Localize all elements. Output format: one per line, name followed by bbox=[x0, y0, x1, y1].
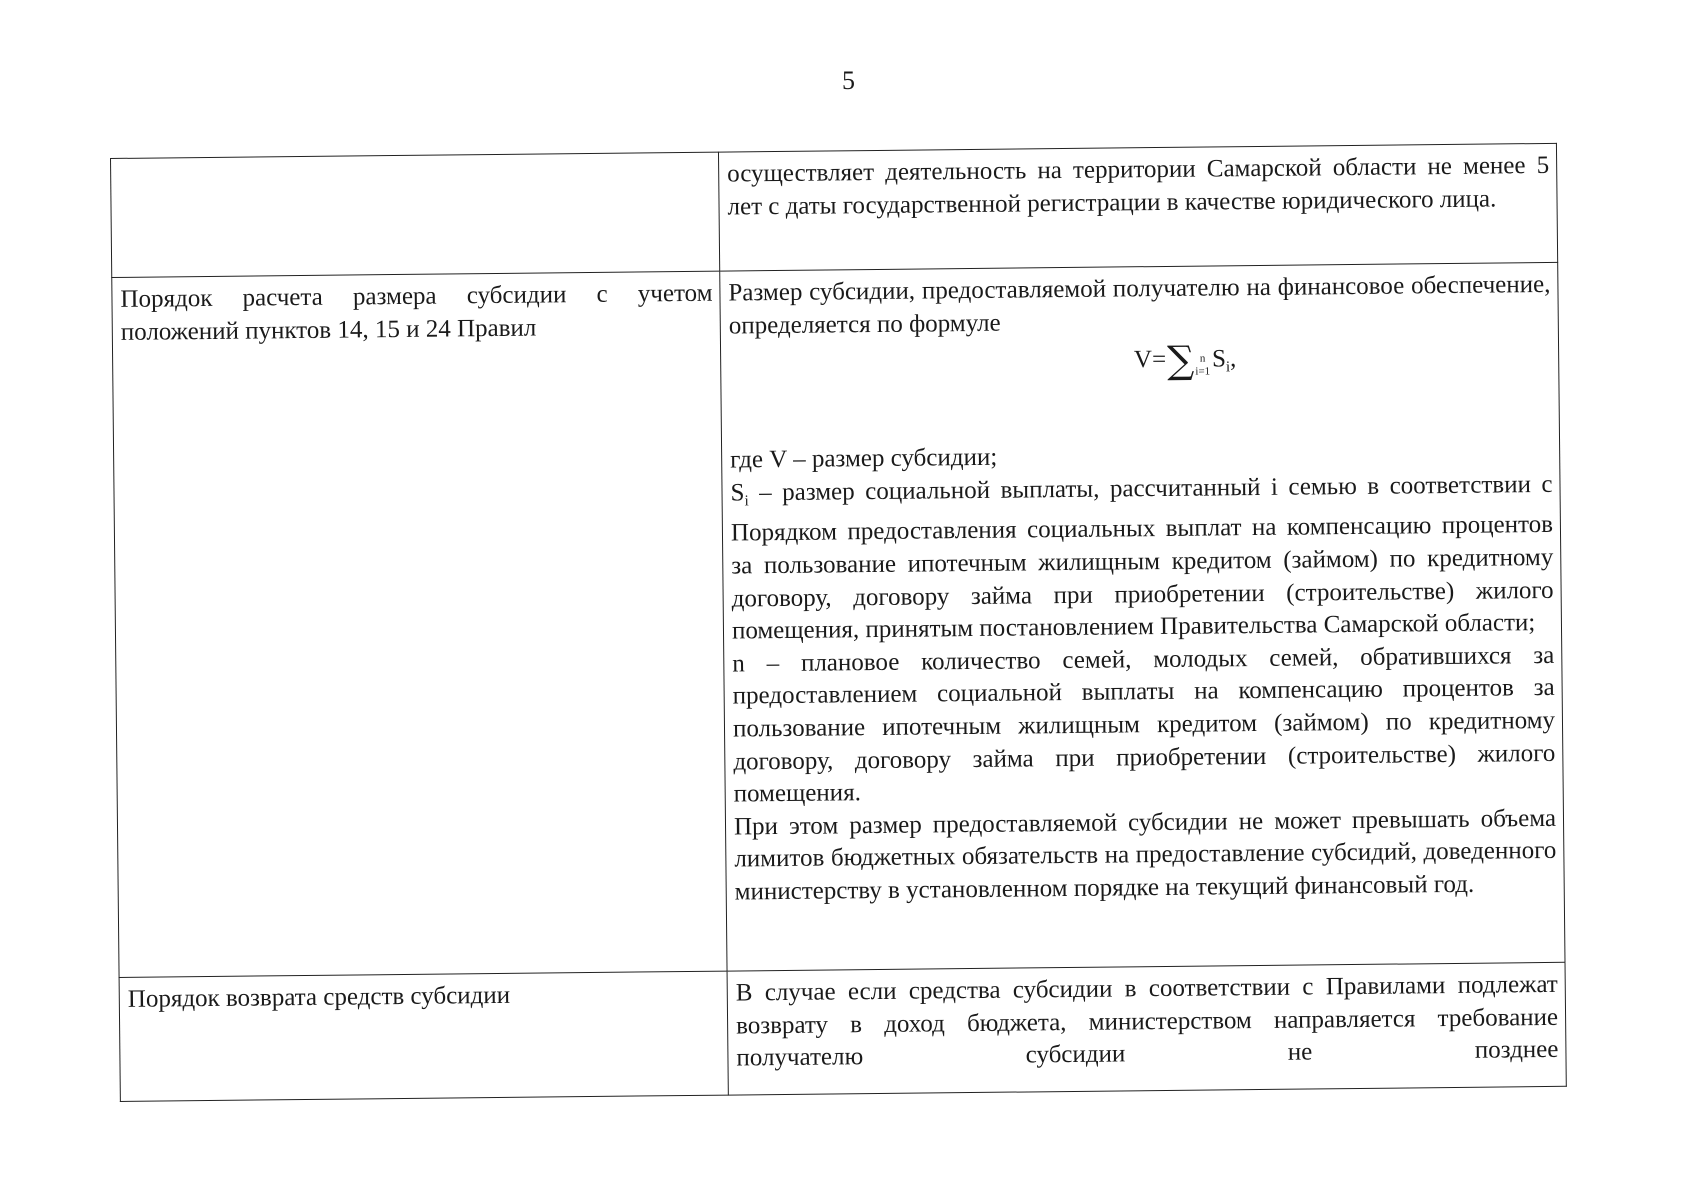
formula-lhs: V= bbox=[1133, 346, 1167, 374]
table-cell-value bbox=[727, 962, 1566, 1095]
refund-procedure-text: В случае если средства субсидии в соответствии с Правилами подлежат возврату в доход бюджета, министерством направляется требование получателю субсидии не позднее bbox=[735, 970, 1559, 1072]
definition-si bbox=[730, 469, 1554, 649]
sum-lower-limit: i=1 bbox=[1195, 365, 1211, 378]
formula-intro-text: Размер субсидии, предоставляемой получателю на финансовое обеспечение, определяется по формуле bbox=[728, 270, 1551, 340]
table-cell-label bbox=[119, 971, 728, 1101]
table-cell-label bbox=[111, 152, 720, 277]
calculation-procedure-label: Порядок расчета размера субсидии с учетом положений пунктов 14, 15 и 24 Правил bbox=[120, 279, 713, 346]
definition-n: n – плановое количество семей, молодых семей, обратившихся за предоставлением социальной выплаты на компенсацию процентов за пользование ипотечным жилищным кредитом (займом) по кредитному договору, договору займа при приобретении (строительстве) жилого помещения. bbox=[732, 641, 1556, 808]
document-sheet bbox=[110, 143, 1567, 1102]
subsidy-formula bbox=[729, 337, 1552, 445]
si-definition-text: – размер социальной выплаты, рассчитанный i семью в соответствии с Порядком предоставления социальных выплат на компенсацию процентов за пользование ипотечным жилищным кредитом (займом) по кредитному договору, договору займа при приобретении (строительстве) жилого помещения, принятым постановлением Правительства Самарской области; bbox=[730, 470, 1554, 645]
formula-tail: , bbox=[1229, 345, 1237, 373]
subsidy-terms-table bbox=[110, 143, 1567, 1102]
sum-limits bbox=[1195, 353, 1210, 379]
si-subscript: i bbox=[744, 493, 749, 510]
refund-procedure-label: Порядок возврата средств субсидии bbox=[127, 981, 511, 1013]
registration-requirement-text: осуществляет деятельность на территории Самарской области не менее 5 лет с даты государственной регистрации в качестве юридического лица. bbox=[727, 151, 1550, 221]
table-cell-value bbox=[718, 143, 1557, 271]
table-cell-value bbox=[720, 262, 1565, 971]
table-row bbox=[111, 143, 1558, 277]
formula-term-subscript: i bbox=[1225, 359, 1231, 376]
subsidy-limit-note: При этом размер предоставляемой субсидии не может превышать объема лимитов бюджетных обязательств на предоставление субсидий, доведенного министерству в установленном порядке на текущий финансовый год. bbox=[733, 804, 1557, 906]
si-symbol: S bbox=[730, 479, 745, 507]
table-cell-label bbox=[112, 271, 727, 977]
definition-v: где V – размер субсидии; bbox=[730, 443, 998, 474]
table-row bbox=[119, 962, 1566, 1101]
table-row bbox=[112, 262, 1565, 977]
sigma-symbol: ∑ bbox=[1166, 337, 1195, 383]
sum-upper-limit: n bbox=[1199, 352, 1206, 365]
page-number: 5 bbox=[842, 66, 855, 95]
formula-term: S bbox=[1211, 345, 1227, 373]
